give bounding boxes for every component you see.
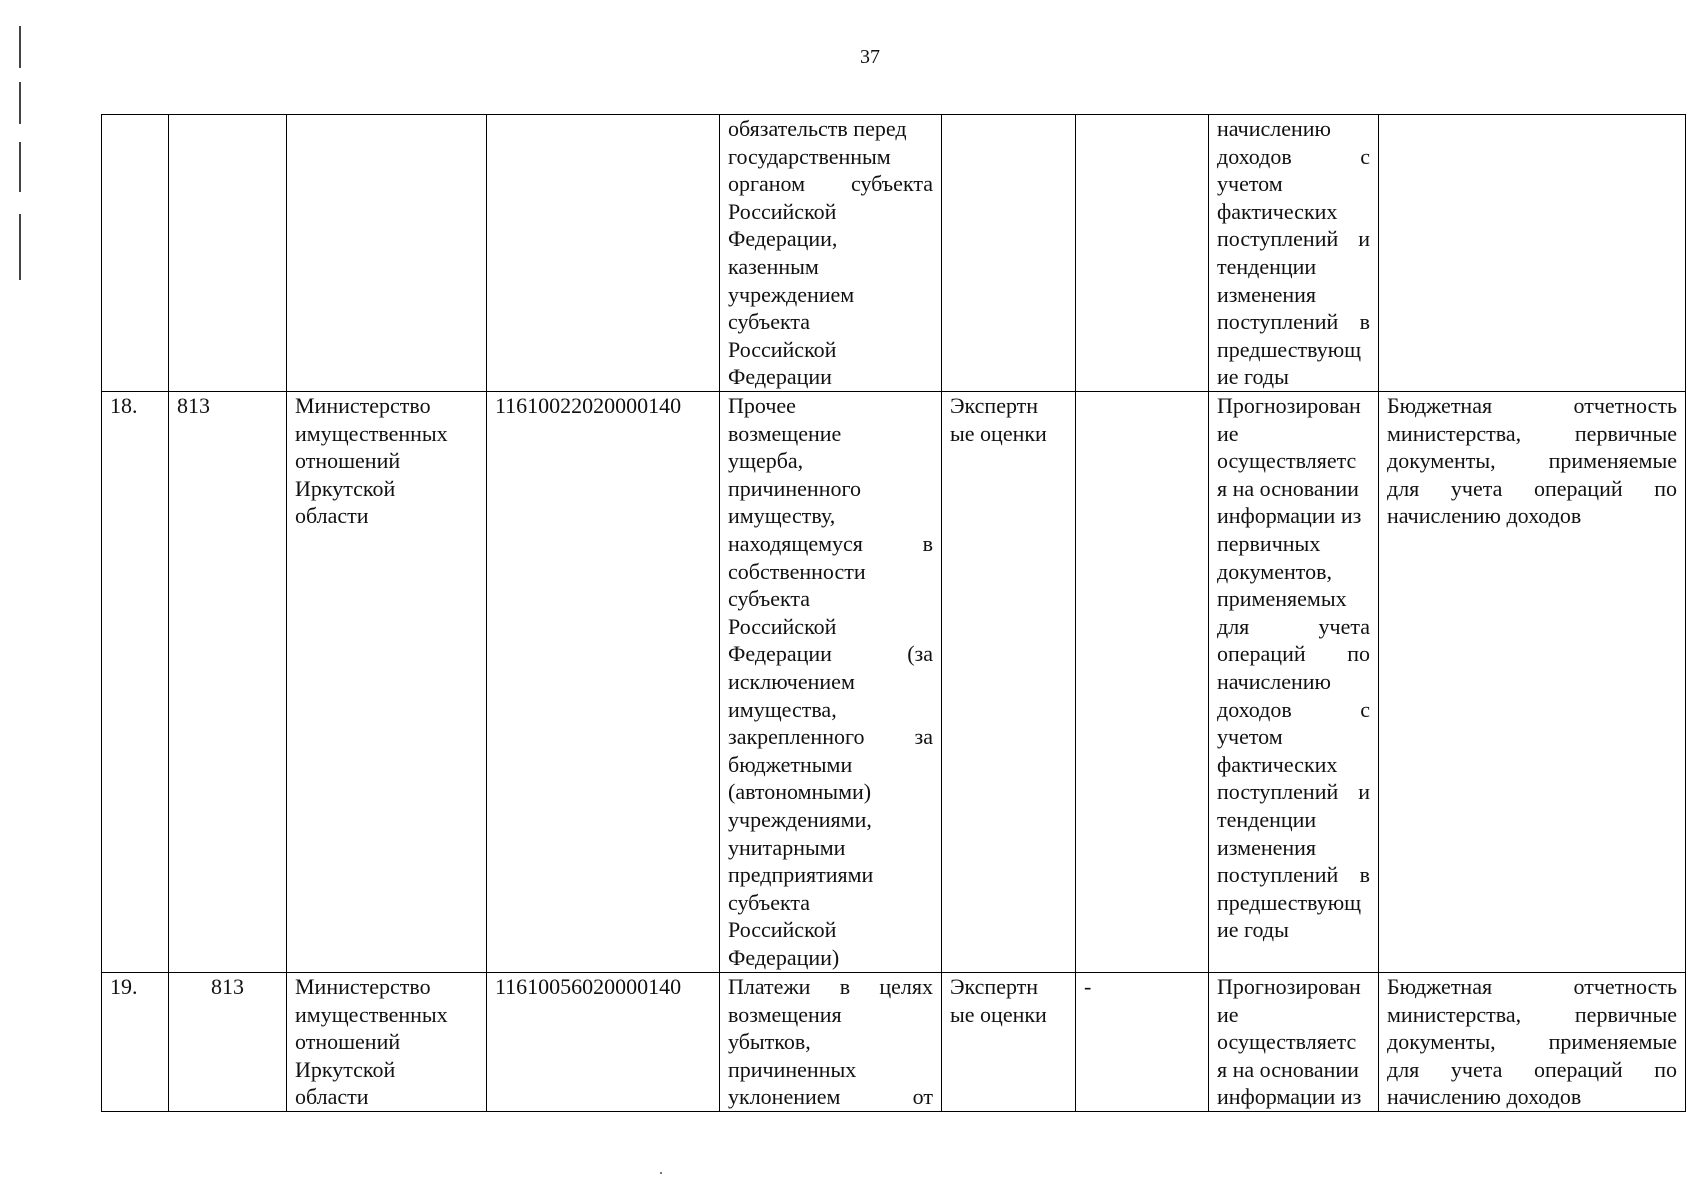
table-row-continuation: [102, 115, 1686, 392]
text-line: причиненного: [728, 475, 861, 501]
text-line: операций по: [1217, 641, 1370, 667]
text-line: первичных: [1217, 530, 1321, 556]
text-line: изменения: [1217, 834, 1317, 860]
cell-administrator: [287, 973, 487, 1112]
text-line: отношений: [295, 1029, 401, 1055]
cell-code: [169, 115, 287, 392]
text-line: Федерации: [728, 364, 832, 390]
cell-source: [1379, 392, 1686, 973]
text-line: субъекта: [728, 309, 811, 335]
text-line: унитарными: [728, 834, 846, 860]
text-line: Иркутской: [295, 1056, 396, 1082]
text-line: ущерба,: [728, 448, 804, 474]
text-line: предшествующ: [1217, 889, 1362, 915]
text-line: Министерство: [295, 974, 431, 999]
text-line: Федерации): [728, 944, 840, 970]
text-line: фактических: [1217, 198, 1338, 224]
cell-algorithm: [1209, 392, 1379, 973]
text-line: закрепленного за: [728, 724, 933, 750]
text-line: ие: [1217, 420, 1239, 446]
text-line: исключением: [728, 668, 855, 694]
text-line: документы, применяемые: [1387, 448, 1677, 474]
text-line: бюджетными: [728, 751, 853, 777]
text-line: области: [295, 1084, 369, 1110]
text-line: (автономными): [728, 779, 872, 805]
cell-source: [1379, 115, 1686, 392]
text-line: предприятиями: [728, 862, 874, 888]
text-line: обязательств перед: [728, 116, 907, 141]
text-line: поступлений в: [1217, 309, 1370, 335]
text-line: имущественных: [295, 420, 448, 446]
text-line: министерства, первичные: [1387, 1001, 1677, 1027]
cell-revenue-name: [720, 973, 942, 1112]
text-line: изменения: [1217, 281, 1317, 307]
text-line: ие годы: [1217, 917, 1289, 943]
text-line: учетом: [1217, 724, 1283, 750]
text-line: Иркутской: [295, 475, 396, 501]
text-line: субъекта: [728, 586, 811, 612]
text-line: Российской: [728, 336, 837, 362]
cell-kbk: [487, 115, 720, 392]
text-line: ые оценки: [950, 420, 1047, 446]
cell-code: 813: [169, 392, 287, 973]
cell-formula: -: [1076, 973, 1209, 1112]
text-line: доходов с: [1217, 143, 1370, 169]
text-line: Российской: [728, 917, 837, 943]
table-row-19: [102, 973, 1686, 1112]
text-line: применяемых: [1217, 586, 1347, 612]
text-line: возмещение: [728, 420, 842, 446]
text-line: начислению: [1217, 668, 1331, 694]
text-line: доходов с: [1217, 696, 1370, 722]
text-line: Экспертн: [950, 974, 1039, 999]
text-line: осуществляетс: [1217, 1029, 1357, 1055]
text-line: информации из: [1217, 503, 1362, 529]
text-line: причиненных: [728, 1056, 857, 1082]
text-line: субъекта: [728, 889, 811, 915]
text-line: поступлений и: [1217, 779, 1370, 805]
text-line: имущественных: [295, 1001, 448, 1027]
text-line: Прогнозирован: [1217, 974, 1361, 999]
text-line: убытков,: [728, 1029, 811, 1055]
text-line: учреждением: [728, 281, 855, 307]
margin-rule-bottom: [19, 214, 21, 280]
text-line: начислению доходов: [1387, 503, 1582, 529]
text-line: ие годы: [1217, 364, 1289, 390]
text-line: Российской: [728, 198, 837, 224]
cell-revenue-name: [720, 115, 942, 392]
revenue-forecast-table: [101, 114, 1686, 1112]
text-line: тенденции: [1217, 253, 1317, 279]
text-line: ые оценки: [950, 1001, 1047, 1027]
text-line: имущества,: [728, 696, 837, 722]
text-line: находящемуся в: [728, 530, 933, 556]
text-line: для учета операций по: [1387, 475, 1677, 501]
text-line: Федерации (за: [728, 641, 933, 667]
text-line: поступлений и: [1217, 226, 1370, 252]
text-line: Министерство: [295, 393, 431, 418]
table-row-18: [102, 392, 1686, 973]
text-line: поступлений в: [1217, 862, 1370, 888]
text-line: Прочее: [728, 393, 796, 418]
cell-number: 19.: [102, 973, 169, 1112]
text-line: государственным: [728, 143, 891, 169]
text-line: ие: [1217, 1001, 1239, 1027]
cell-method: [942, 115, 1076, 392]
text-line: Платежи в целях: [728, 974, 933, 999]
text-line: области: [295, 503, 369, 529]
text-line: имуществу,: [728, 503, 836, 529]
cell-formula: [1076, 115, 1209, 392]
cell-revenue-name: [720, 392, 942, 973]
text-line: собственности: [728, 558, 866, 584]
cell-code: 813: [169, 973, 287, 1112]
cell-method: [942, 973, 1076, 1112]
text-line: начислению: [1217, 116, 1331, 141]
cell-number: 18.: [102, 392, 169, 973]
cell-method: [942, 392, 1076, 973]
cell-kbk: 11610022020000140: [487, 392, 720, 973]
text-line: для учета: [1217, 613, 1370, 639]
text-line: тенденции: [1217, 806, 1317, 832]
margin-rule-middle: [19, 82, 21, 124]
text-line: я на основании: [1217, 475, 1359, 501]
text-line: органом субъекта: [728, 171, 933, 197]
text-line: предшествующ: [1217, 336, 1362, 362]
text-line: министерства, первичные: [1387, 420, 1677, 446]
text-line: уклонением от: [728, 1084, 933, 1110]
text-line: документов,: [1217, 558, 1332, 584]
text-line: осуществляетс: [1217, 448, 1357, 474]
text-line: Федерации,: [728, 226, 838, 252]
text-line: Экспертн: [950, 393, 1039, 418]
cell-source: [1379, 973, 1686, 1112]
text-line: Прогнозирован: [1217, 393, 1361, 418]
text-line: отношений: [295, 448, 401, 474]
cell-administrator: [287, 115, 487, 392]
scan-speck: [660, 1172, 662, 1174]
margin-rule-middle-2: [19, 142, 21, 192]
cell-algorithm: [1209, 973, 1379, 1112]
text-line: я на основании: [1217, 1056, 1359, 1082]
cell-kbk: 11610056020000140: [487, 973, 720, 1112]
text-line: документы, применяемые: [1387, 1029, 1677, 1055]
text-line: информации из: [1217, 1084, 1362, 1110]
page-number: 37: [860, 46, 880, 68]
text-line: Бюджетная отчетность: [1387, 393, 1677, 418]
text-line: Российской: [728, 613, 837, 639]
text-line: учетом: [1217, 171, 1283, 197]
text-line: начислению доходов: [1387, 1084, 1582, 1110]
cell-number: [102, 115, 169, 392]
text-line: казенным: [728, 253, 819, 279]
cell-formula: [1076, 392, 1209, 973]
cell-administrator: [287, 392, 487, 973]
text-line: возмещения: [728, 1001, 842, 1027]
text-line: учреждениями,: [728, 806, 872, 832]
text-line: Бюджетная отчетность: [1387, 974, 1677, 999]
cell-algorithm: [1209, 115, 1379, 392]
text-line: для учета операций по: [1387, 1056, 1677, 1082]
text-line: фактических: [1217, 751, 1338, 777]
